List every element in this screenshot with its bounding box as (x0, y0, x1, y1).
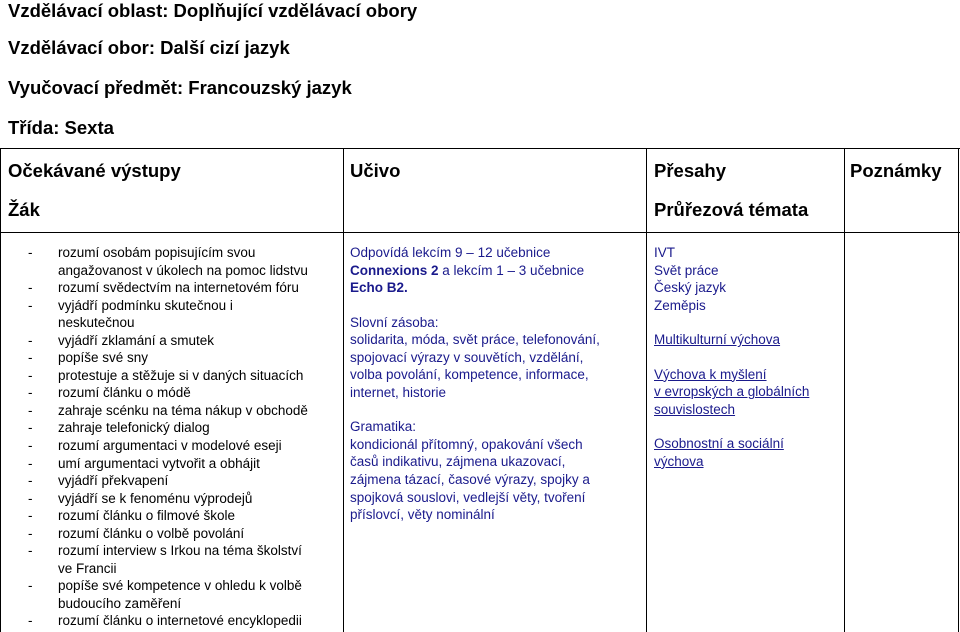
vocabulary-block: Slovní zásoba: solidarita, móda, svět práce, telefonování, spojovací výrazy v souvětích, vzdělání, volba povolání, kompetence, informace, internet, historie (350, 314, 600, 400)
class-title: Třída: Sexta (8, 117, 114, 138)
list-item: - rozumí interview s Irkou na téma školství ve Francii (28, 543, 302, 576)
column-subheader-pupil: Žák (8, 199, 40, 220)
overlaps-cell (654, 244, 844, 487)
curriculum-cell (350, 244, 640, 541)
list-item: - rozumí osobám popisujícím svou angažovanost v úkolech na pomoc lidstvu (28, 245, 308, 278)
table-left-border (0, 148, 1, 632)
theme-link-multicultural[interactable]: Multikulturní výchova (654, 332, 781, 348)
column-divider-3 (844, 148, 845, 632)
overlap-subjects: IVT Svět práce Český jazyk Zeměpis (654, 245, 727, 313)
list-item: - vyjádří podmínku skutečnou i neskutečnou (28, 297, 233, 331)
list-item: - popíše své sny (28, 350, 149, 366)
field-title: Vzdělávací obor: Další cizí jazyk (8, 37, 290, 58)
area-title: Vzdělávací oblast: Doplňující vzdělávací obory (8, 0, 418, 21)
curriculum-intro: Odpovídá lekcím 9 – 12 učebnice Connexions 2 a lekcím 1 – 3 učebnice Echo B2. (350, 245, 585, 296)
column-header-overlaps: Přesahy (654, 160, 726, 181)
list-item: - zahraje telefonický dialog (28, 420, 210, 436)
table-top-border (0, 148, 960, 149)
subject-title: Vyučovací předmět: Francouzský jazyk (8, 77, 352, 98)
list-item: - protestuje a stěžuje si v daných situacích (28, 367, 304, 383)
list-item: - zahraje scénku na téma nákup v obchodě (28, 402, 308, 418)
list-item: - popíše své kompetence v ohledu k volbě budoucího zaměření (28, 578, 302, 611)
list-item: - vyjádří překvapení (28, 473, 169, 489)
list-item: - rozumí článku o internetové encyklopedii (28, 613, 302, 629)
table-right-border (958, 148, 959, 632)
list-item: - rozumí svědectvím na internetovém fóru (28, 280, 299, 296)
list-item: - vyjádří se k fenoménu výprodejů (28, 490, 253, 506)
header-bottom-border (0, 232, 960, 233)
list-item: - vyjádří zklamání a smutek (28, 332, 215, 348)
vocabulary-label: Slovní zásoba: (350, 314, 439, 330)
list-item: - rozumí argumentaci v modelové eseji (28, 438, 282, 454)
list-item: - rozumí článku o filmové škole (28, 508, 236, 524)
column-divider-2 (646, 148, 647, 632)
column-header-curriculum: Učivo (350, 160, 401, 181)
list-item: - rozumí článku o volbě povolání (28, 525, 245, 541)
grammar-label: Gramatika: (350, 419, 417, 435)
grammar-block: Gramatika: kondicionál přítomný, opakování všech časů indikativu, zájmena ukazovací, zájmena tázací, časové výrazy, spojky a spojková souslovi, vedlejší věty, tvoření příslovcí, věty nominální (350, 419, 590, 523)
theme-link-global-thinking[interactable]: Výchova k myšlení v evropských a globálních souvislostech (654, 366, 810, 417)
outcomes-list (28, 244, 348, 630)
column-subheader-themes: Průřezová témata (654, 199, 809, 220)
theme-link-personal-social[interactable]: Osobnostní a sociální výchova (654, 436, 784, 469)
column-header-outcomes: Očekávané výstupy (8, 160, 181, 181)
list-item: - umí argumentaci vytvořit a obhájit (28, 455, 260, 471)
list-item: - rozumí článku o módě (28, 385, 191, 401)
column-header-notes: Poznámky (850, 160, 942, 181)
